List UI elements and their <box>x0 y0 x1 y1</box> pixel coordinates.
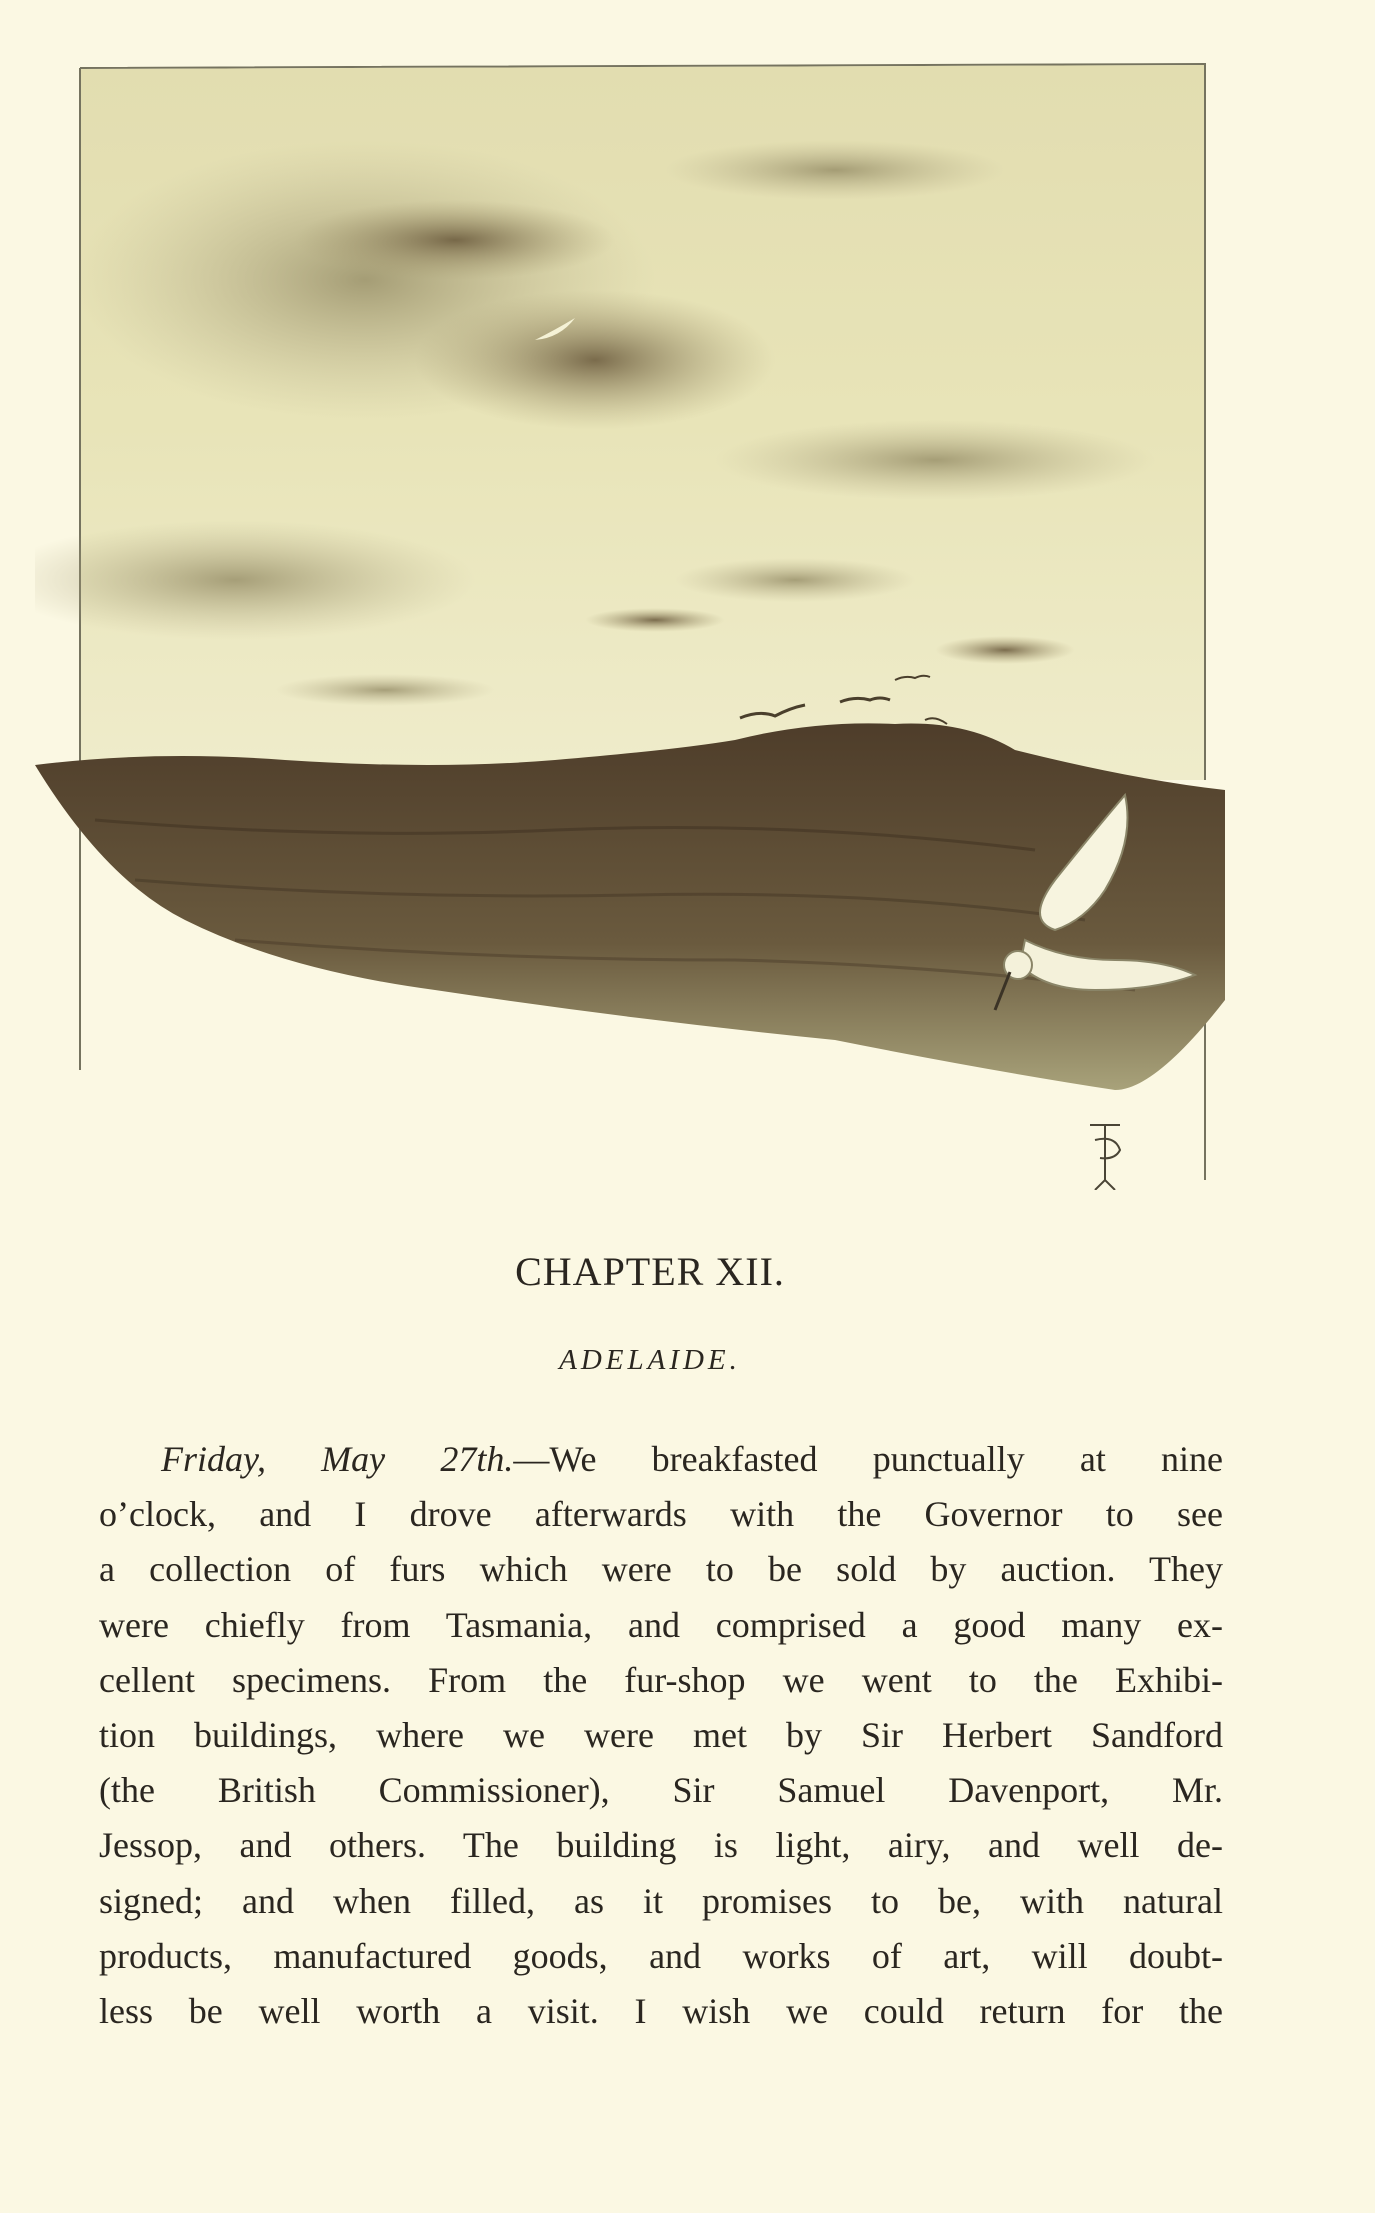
body-line: cellent specimens. From the fur-shop we went to the Exhibi- <box>99 1659 1223 1700</box>
body-line: were chiefly from Tasmania, and comprised a good many ex- <box>99 1604 1223 1645</box>
body-line: Jessop, and others. The building is light, airy, and well de- <box>99 1825 1223 1866</box>
chapter-subheading: ADELAIDE. <box>559 1344 741 1376</box>
artist-monogram-icon <box>1090 1125 1120 1190</box>
body-line-text: —We breakfasted punctually at nine <box>513 1439 1223 1479</box>
body-line: tion buildings, where we were met by Sir Herbert Sandford <box>99 1714 1223 1755</box>
body-line: less be well worth a visit. I wish we could return for the <box>99 1990 1223 2031</box>
chapter-illustration <box>35 60 1230 1190</box>
body-line: products, manufactured goods, and works of art, will doubt- <box>99 1935 1223 1976</box>
chapter-body <box>99 1432 1223 2039</box>
body-line: a collection of furs which were to be sold by auction. They <box>99 1549 1223 1590</box>
entry-date: Friday, May 27th. <box>161 1439 514 1479</box>
body-line: (the British Commissioner), Sir Samuel Davenport, Mr. <box>99 1770 1223 1811</box>
chapter-heading: CHAPTER XII. <box>515 1249 785 1294</box>
body-line: signed; and when filled, as it promises to be, with natural <box>99 1880 1223 1921</box>
body-line <box>99 1432 1223 1487</box>
seascape-image <box>35 60 1230 1190</box>
body-line: o’clock, and I drove afterwards with the Governor to see <box>99 1494 1223 1535</box>
